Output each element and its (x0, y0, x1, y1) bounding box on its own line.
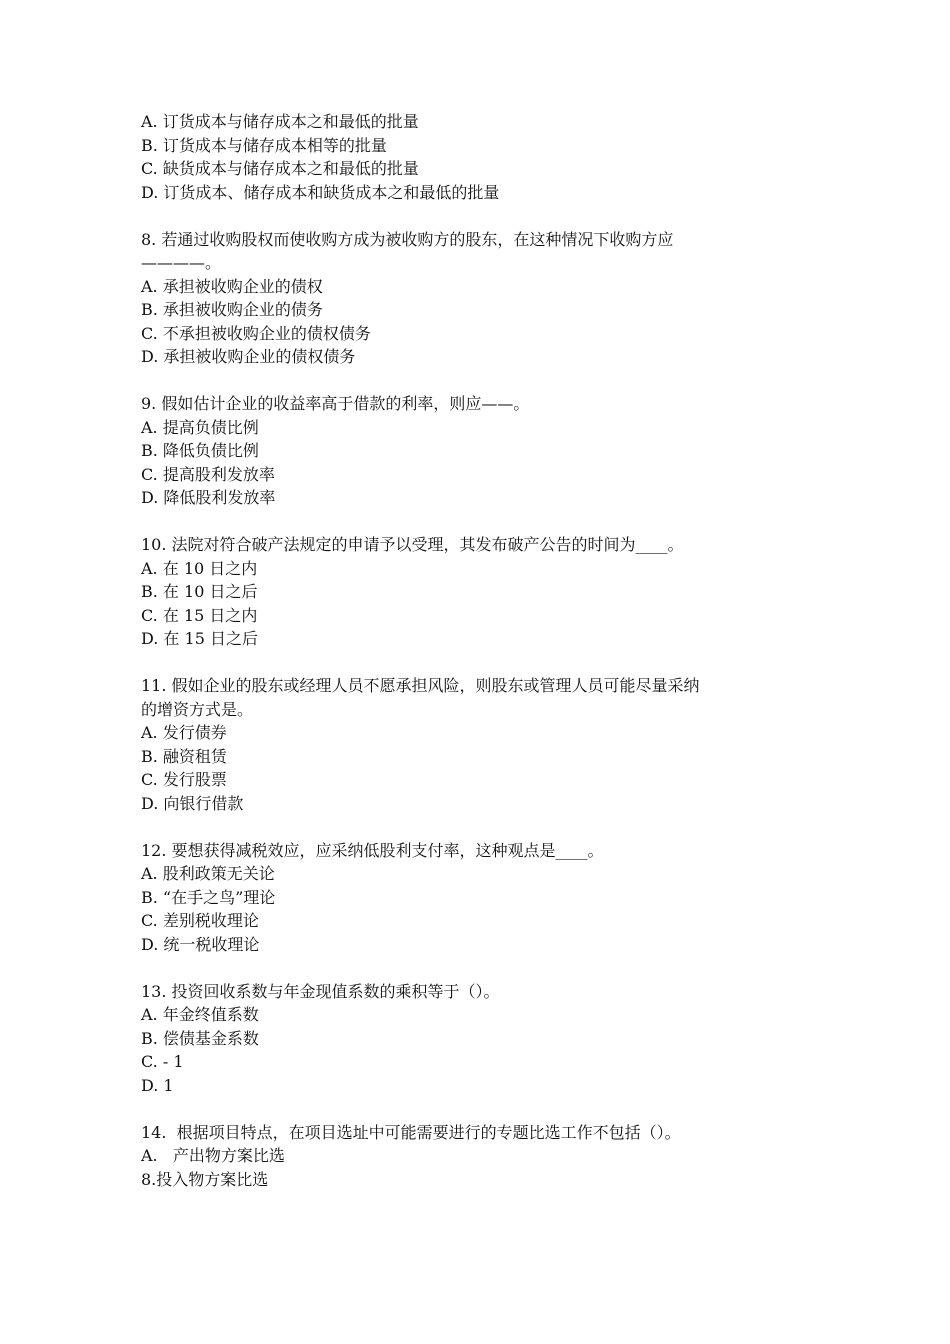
option-d: D. 订货成本、储存成本和缺货成本之和最低的批量 (141, 182, 500, 202)
question-stem: 11. 假如企业的股东或经理人员不愿承担风险，则股东或管理人员可能尽量采纳 (141, 676, 700, 695)
option-d: D. 向银行借款 (141, 793, 244, 813)
question-9 (141, 392, 801, 510)
question-7-continued (141, 110, 801, 204)
option-b: B. 偿债基金系数 (141, 1028, 259, 1048)
document-page (141, 110, 801, 1215)
option-b: B. “在手之鸟”理论 (141, 887, 276, 907)
option-d: D. 1 (141, 1075, 174, 1095)
question-12 (141, 839, 801, 957)
question-stem: 14. 根据项目特点，在项目选址中可能需要进行的专题比选工作不包括（）。 (141, 1122, 681, 1142)
option-a: A. 发行债券 (141, 723, 227, 742)
option-c: C. 提高股利发放率 (141, 464, 275, 484)
option-a: A. 产出物方案比选 (141, 1146, 285, 1165)
option-c: C. 在 15 日之内 (141, 605, 258, 625)
question-stem: 10. 法院对符合破产法规定的申请予以受理，其发布破产公告的时间为____。 (141, 535, 684, 554)
question-stem: 12. 要想获得减税效应，应采纳低股利支付率，这种观点是____。 (141, 840, 604, 860)
question-stem-continued: ————。 (141, 253, 222, 272)
option-d: D. 承担被收购企业的债权债务 (141, 347, 356, 366)
option-a: A. 提高负债比例 (141, 417, 259, 437)
option-c: C. 发行股票 (141, 770, 227, 789)
option-d: D. 降低股利发放率 (141, 488, 276, 507)
question-stem: 8. 若通过收购股权而使收购方成为被收购方的股东，在这种情况下收购方应 (141, 229, 674, 249)
option-a: A. 承担被收购企业的债权 (141, 276, 323, 296)
option-b: B. 融资租赁 (141, 746, 227, 766)
option-b: B. 承担被收购企业的债务 (141, 300, 323, 319)
option-b: B. 降低负债比例 (141, 441, 259, 460)
option-c: C. 差别税收理论 (141, 911, 259, 930)
option-d: D. 统一税收理论 (141, 934, 260, 954)
option-a: A. 订货成本与储存成本之和最低的批量 (141, 112, 419, 131)
question-stem: 13. 投资回收系数与年金现值系数的乘积等于（）。 (141, 981, 500, 1001)
question-8 (141, 228, 801, 369)
question-stem-continued: 的增资方式是。 (141, 699, 254, 719)
option-b: B. 订货成本与储存成本相等的批量 (141, 135, 387, 155)
question-stem: 9. 假如估计企业的收益率高于借款的利率，则应——。 (141, 394, 530, 413)
option-b: B. 在 10 日之后 (141, 582, 258, 601)
option-d: D. 在 15 日之后 (141, 629, 258, 648)
option-a: A. 在 10 日之内 (141, 558, 258, 578)
option-c: C. 不承担被收购企业的债权债务 (141, 323, 371, 343)
option-a: A. 股利政策无关论 (141, 864, 275, 883)
question-13 (141, 980, 801, 1098)
option-a: A. 年金终值系数 (141, 1005, 259, 1024)
option-c: C. - 1 (141, 1052, 184, 1071)
question-11 (141, 674, 801, 815)
option-c: C. 缺货成本与储存成本之和最低的批量 (141, 159, 419, 178)
question-10 (141, 533, 801, 651)
option-b: 8.投入物方案比选 (141, 1169, 269, 1189)
question-14 (141, 1121, 801, 1192)
